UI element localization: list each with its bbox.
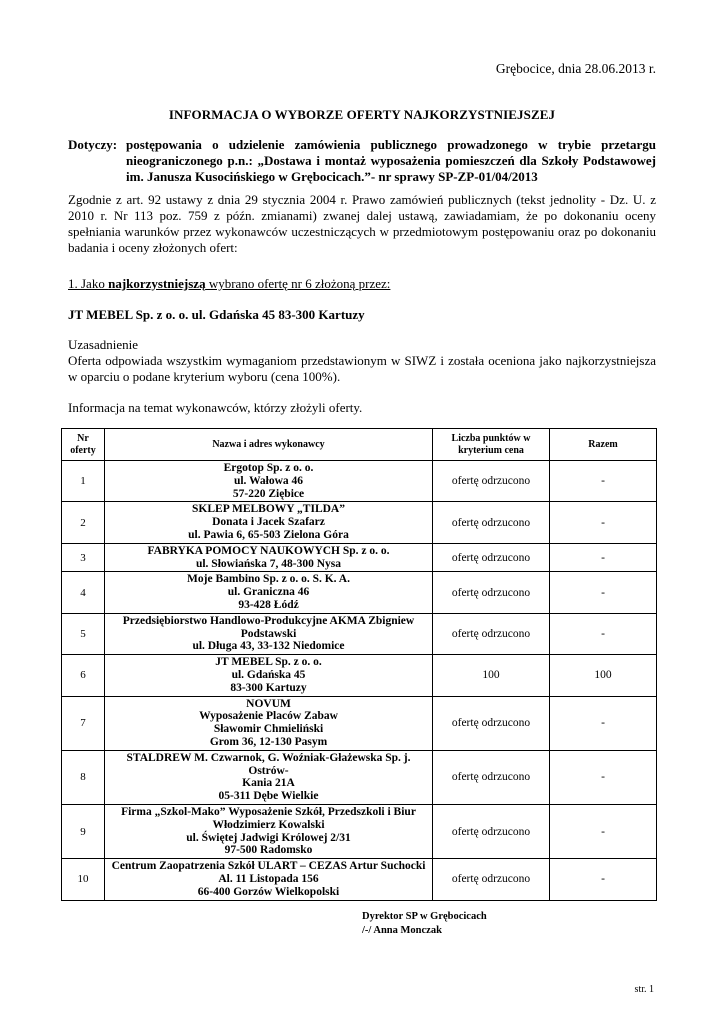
table-row (62, 543, 657, 572)
intro-paragraph: Zgodnie z art. 92 ustawy z dnia 29 stycznia 2004 r. Prawo zamówień publicznych (tekst jednolity - Dz. U. z 2010 r. Nr 113 poz. 759 z późn. zmianami) zwanej dalej ustawą, zawiadamiam, że po dokonaniu oceny spełniania warunków przez wykonawców uczestniczących w przedmiotowym postępowaniu oraz po dokonaniu badania i oceny złożonych ofert: (68, 192, 656, 255)
offer-total: - (550, 461, 657, 502)
table-row (62, 750, 657, 804)
bidder-name-address (105, 543, 433, 572)
bidder-line: ul. Pawia 6, 65-503 Zielona Góra (188, 528, 349, 541)
offer-total: - (550, 750, 657, 804)
offers-table (61, 428, 657, 901)
table-row (62, 461, 657, 502)
offer-number: 6 (62, 655, 105, 696)
bidder-line: ul. Wałowa 46 (233, 474, 304, 487)
table-row (62, 502, 657, 543)
bidder-line: 05-311 Dębe Wielkie (218, 790, 319, 803)
selection-statement (68, 276, 390, 292)
bidder-line: Przedsiębiorstwo Handlowo-Produkcyjne AKMA Zbigniew (122, 614, 415, 627)
bidder-line: 57-220 Ziębice (232, 487, 305, 500)
bidder-name-address (105, 859, 433, 900)
page-number: str. 1 (634, 984, 654, 995)
bidder-line: Sławomir Chmieliński (213, 723, 324, 736)
bidder-line: Donata i Jacek Szafarz (212, 516, 325, 529)
offer-number: 1 (62, 461, 105, 502)
bidder-line: Centrum Zaopatrzenia Szkół ULART – CEZAS Artur Suchocki (111, 860, 426, 873)
bidder-line: 93-428 Łódź (238, 598, 299, 611)
bidder-line: STALDREW M. Czwarnok, G. Woźniak-Głażewska Sp. j. Ostrów- (126, 751, 411, 777)
table-row (62, 572, 657, 613)
offer-number: 10 (62, 859, 105, 900)
bidder-name-address (105, 655, 433, 696)
bidder-line: ul. Gdańska 45 (231, 668, 306, 681)
bidder-line: FABRYKA POMOCY NAUKOWYCH Sp. z o. o. (147, 544, 390, 557)
winner-name: JT MEBEL Sp. z o. o. ul. Gdańska 45 83-300 Kartuzy (68, 307, 365, 322)
bidder-name-address (105, 804, 433, 858)
bidder-line: JT MEBEL Sp. z o. o. (215, 656, 322, 669)
bidder-name-address (105, 461, 433, 502)
offer-points: ofertę odrzucono (433, 859, 550, 900)
offers-table-body (62, 461, 657, 901)
table-header-row (62, 429, 657, 461)
selection-suffix: wybrano ofertę nr 6 złożoną przez: (205, 276, 391, 291)
bidder-name-address (105, 502, 433, 543)
bidder-name-address (105, 696, 433, 750)
bidder-line: Włodzimierz Kowalski (212, 818, 325, 831)
bidder-name-address (105, 750, 433, 804)
table-row (62, 859, 657, 900)
bidder-line: Kania 21A (242, 777, 295, 790)
table-row (62, 696, 657, 750)
bidder-line: Al. 11 Listopada 156 (218, 872, 319, 885)
bidder-name-address (105, 613, 433, 654)
offer-total: - (550, 804, 657, 858)
table-row (62, 613, 657, 654)
offer-total: - (550, 543, 657, 572)
offer-points: ofertę odrzucono (433, 572, 550, 613)
bidder-line: Moje Bambino Sp. z o. o. S. K. A. (187, 573, 350, 586)
document-title: INFORMACJA O WYBORZE OFERTY NAJKORZYSTNIEJSZEJ (168, 107, 556, 122)
bidder-line: Podstawski (240, 627, 297, 640)
offer-total: - (550, 502, 657, 543)
signature-block (362, 910, 487, 938)
bidder-name-address (105, 572, 433, 613)
offer-total: - (550, 859, 657, 900)
offer-points: ofertę odrzucono (433, 696, 550, 750)
bidder-line: ul. Długa 43, 33-132 Niedomice (192, 640, 345, 653)
bidder-line: Firma „Szkol-Mako” Wyposażenie Szkół, Przedszkoli i Biur (121, 805, 416, 818)
offer-number: 2 (62, 502, 105, 543)
offer-points: ofertę odrzucono (433, 613, 550, 654)
bidder-line: ul. Świętej Jadwigi Królowej 2/31 (186, 831, 351, 844)
bidder-line: Grom 36, 12-130 Pasym (209, 735, 328, 748)
bidder-line: NOVUM (246, 697, 291, 710)
header-name: Nazwa i adres wykonawcy (105, 429, 433, 461)
signature-name: /-/ Anna Monczak (362, 925, 442, 936)
bidder-line: 83-300 Kartuzy (230, 681, 307, 694)
header-total: Razem (550, 429, 657, 461)
subject-block (68, 137, 656, 185)
offer-points: ofertę odrzucono (433, 804, 550, 858)
bidder-line: 97-500 Radomsko (224, 844, 313, 857)
justification-heading: Uzasadnienie (68, 337, 139, 352)
table-row (62, 655, 657, 696)
bidder-line: ul. Słowiańska 7, 48-300 Nysa (195, 557, 342, 570)
subject-label: Dotyczy: (68, 137, 118, 152)
justification-text: Oferta odpowiada wszystkim wymaganiom przedstawionym w SIWZ i została oceniona jako najkorzystniejsza w oparciu o podane kryterium wyboru (cena 100%). (68, 353, 656, 384)
justification-block (68, 337, 656, 385)
bidder-line: SKLEP MELBOWY „TILDA” (192, 503, 345, 516)
offer-points: ofertę odrzucono (433, 543, 550, 572)
offer-number: 9 (62, 804, 105, 858)
offer-points: ofertę odrzucono (433, 461, 550, 502)
offer-total: - (550, 696, 657, 750)
bidder-line: 66-400 Gorzów Wielkopolski (197, 885, 340, 898)
header-points: Liczba punktów w kryterium cena (433, 429, 550, 461)
bidders-info: Informacja na temat wykonawców, którzy złożyli oferty. (68, 400, 363, 415)
document-date: Grębocice, dnia 28.06.2013 r. (495, 61, 656, 76)
table-row (62, 804, 657, 858)
offer-number: 5 (62, 613, 105, 654)
bidder-line: ul. Graniczna 46 (227, 586, 310, 599)
offer-number: 3 (62, 543, 105, 572)
offer-number: 7 (62, 696, 105, 750)
offer-number: 4 (62, 572, 105, 613)
bidder-line: Wyposażenie Placów Zabaw (199, 710, 338, 723)
offer-total: - (550, 572, 657, 613)
bidder-line: Ergotop Sp. z o. o. (223, 462, 314, 474)
offer-total: 100 (550, 655, 657, 696)
subject-text: postępowania o udzielenie zamówienia publicznego prowadzonego w trybie przetargu nieograniczonego p.n.: „Dostawa i montaż wyposażenia pomieszczeń dla Szkoły Podstawowej im. Janusza Kusocińskiego w Grębocicach.”- nr sprawy SP-ZP-01/04/2013 (126, 137, 656, 184)
header-nr: Nr oferty (62, 429, 105, 461)
offer-points: ofertę odrzucono (433, 502, 550, 543)
offer-points: 100 (433, 655, 550, 696)
offer-points: ofertę odrzucono (433, 750, 550, 804)
signature-title: Dyrektor SP w Grębocicach (362, 911, 487, 922)
offer-number: 8 (62, 750, 105, 804)
selection-bold: najkorzystniejszą (108, 276, 206, 291)
offer-total: - (550, 613, 657, 654)
selection-prefix: 1. Jako (68, 276, 109, 291)
